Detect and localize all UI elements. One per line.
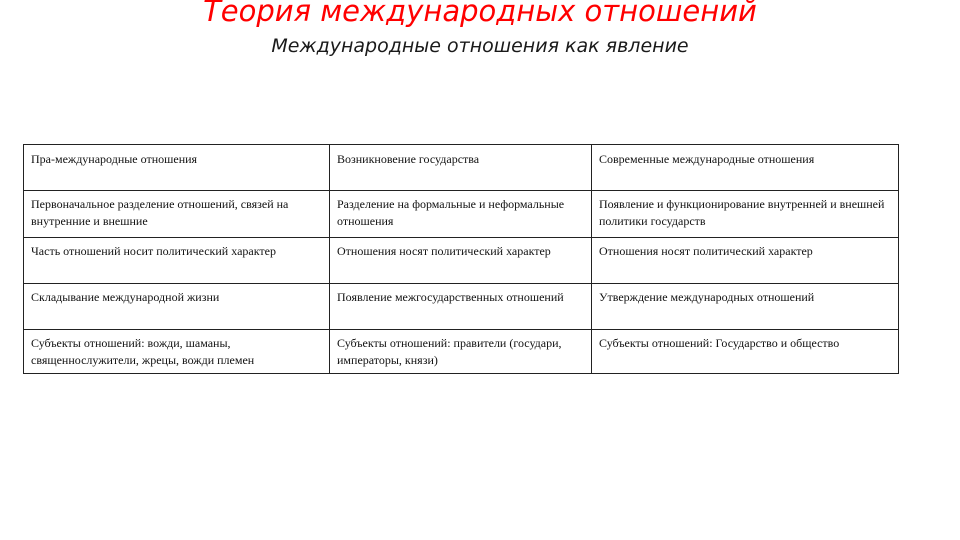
column-header-state-emergence: Возникновение государства (330, 145, 592, 191)
table-cell: Субъекты отношений: правители (государи, императоры, князи) (330, 330, 592, 374)
table-cell: Субъекты отношений: Государство и общество (592, 330, 899, 374)
table-cell: Появление межгосударственных отношений (330, 284, 592, 330)
comparison-table (23, 144, 899, 374)
table-row (24, 191, 899, 238)
column-header-modern-relations: Современные международные отношения (592, 145, 899, 191)
table-cell: Разделение на формальные и неформальные отношения (330, 191, 592, 238)
column-header-pre-international: Пра-международные отношения (24, 145, 330, 191)
table-cell: Утверждение международных отношений (592, 284, 899, 330)
table-row (24, 238, 899, 284)
slide-title: Теория международных отношений (203, 0, 757, 28)
table-header-row (24, 145, 899, 191)
table-cell: Первоначальное разделение отношений, связей на внутренние и внешние (24, 191, 330, 238)
table-cell: Часть отношений носит политический характер (24, 238, 330, 284)
table-cell: Отношения носят политический характер (592, 238, 899, 284)
table-cell: Появление и функционирование внутренней и внешней политики государств (592, 191, 899, 238)
table-row (24, 330, 899, 374)
table-row (24, 284, 899, 330)
table-cell: Субъекты отношений: вожди, шаманы, священнослужители, жрецы, вожди племен (24, 330, 330, 374)
table-cell: Отношения носят политический характер (330, 238, 592, 284)
slide-subtitle: Международные отношения как явление (271, 35, 689, 57)
table-cell: Складывание международной жизни (24, 284, 330, 330)
